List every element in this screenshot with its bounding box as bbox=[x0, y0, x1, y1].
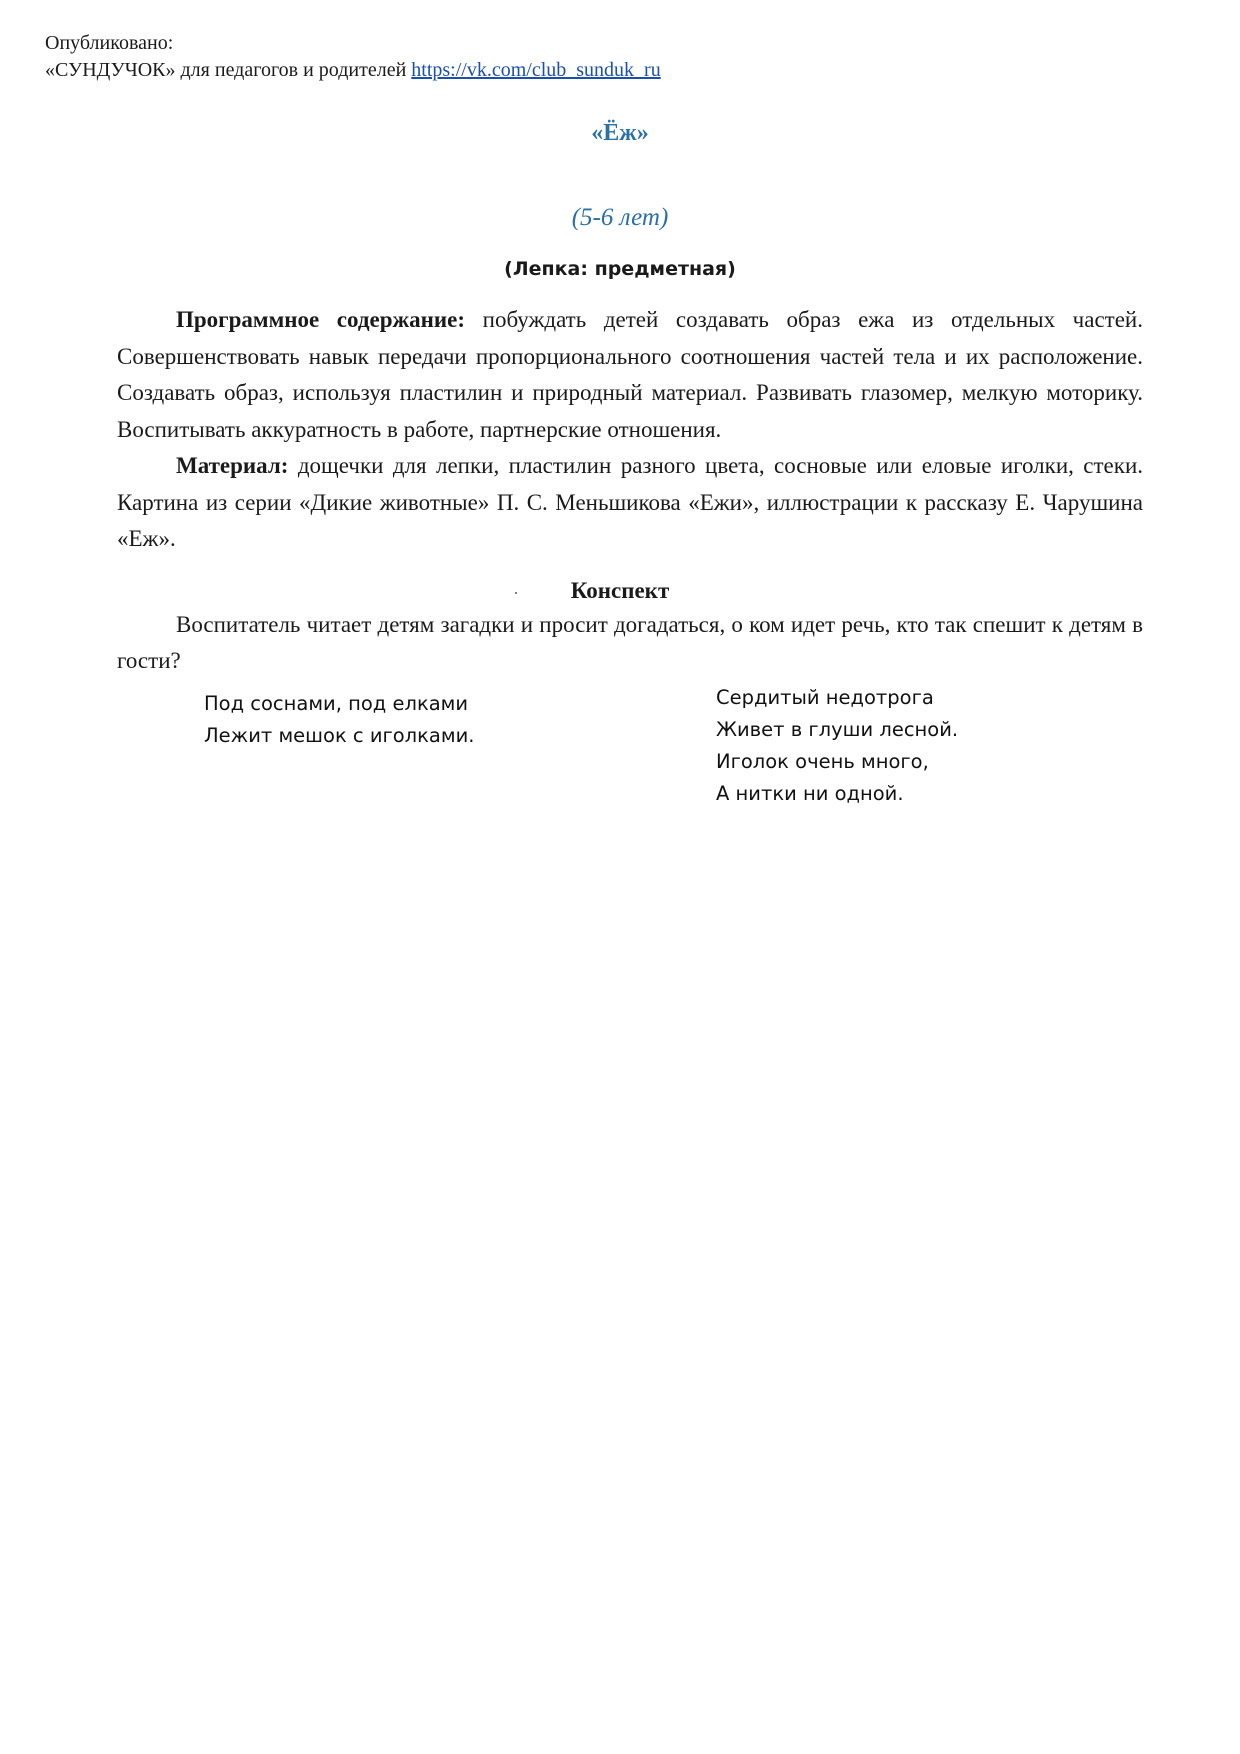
riddle-line: А нитки ни одной. bbox=[716, 782, 904, 805]
riddle-line: Под соснами, под елками bbox=[204, 692, 469, 715]
publisher-line bbox=[45, 57, 661, 84]
material-label: Материал: bbox=[176, 453, 289, 478]
intro-text bbox=[117, 607, 1143, 679]
publication-note bbox=[45, 30, 661, 84]
activity-type: (Лепка: предметная) bbox=[504, 258, 736, 280]
riddle-line: Живет в глуши лесной. bbox=[716, 718, 959, 741]
page-title: «Ёж» bbox=[591, 120, 649, 146]
published-label: Опубликовано: bbox=[45, 32, 174, 54]
riddle-line: Лежит мешок с иголками. bbox=[204, 724, 475, 747]
program-label: Программное содержание: bbox=[176, 307, 466, 332]
riddle-two bbox=[716, 682, 958, 810]
lesson-description bbox=[117, 302, 1143, 558]
konspekt-heading: Конспект bbox=[570, 578, 670, 603]
intro-paragraph: Воспитатель читает детям загадки и просит догадаться, о ком идет речь, кто так спешит к детям в гости? bbox=[117, 612, 1143, 673]
riddle-one bbox=[204, 688, 474, 752]
riddle-line: Иголок очень много, bbox=[716, 750, 929, 773]
riddle-line: Сердитый недотрога bbox=[716, 686, 934, 709]
program-paragraph bbox=[117, 302, 1143, 448]
age-range: (5-6 лет) bbox=[571, 204, 669, 231]
program-text: побуждать детей создавать образ ежа из отдельных частей. Совершенствовать навык передачи пропорционального соотношения частей тела и их расположение. Создавать образ, используя пластилин и природный материал. Развивать глазомер, мелкую моторику. Воспитывать аккуратность в работе, партнерские отношения. bbox=[117, 307, 1143, 442]
material-paragraph bbox=[117, 448, 1143, 558]
material-text: дощечки для лепки, пластилин разного цвета, сосновые или еловые иголки, стеки. Картина из серии «Дикие животные» П. С. Меньшикова «Ежи», иллюстрации к рассказу Е. Чарушина «Еж». bbox=[117, 453, 1143, 551]
publisher-text: «СУНДУЧОК» для педагогов и родителей bbox=[45, 59, 407, 81]
publisher-link[interactable]: https://vk.com/club_sunduk_ru bbox=[411, 59, 661, 81]
